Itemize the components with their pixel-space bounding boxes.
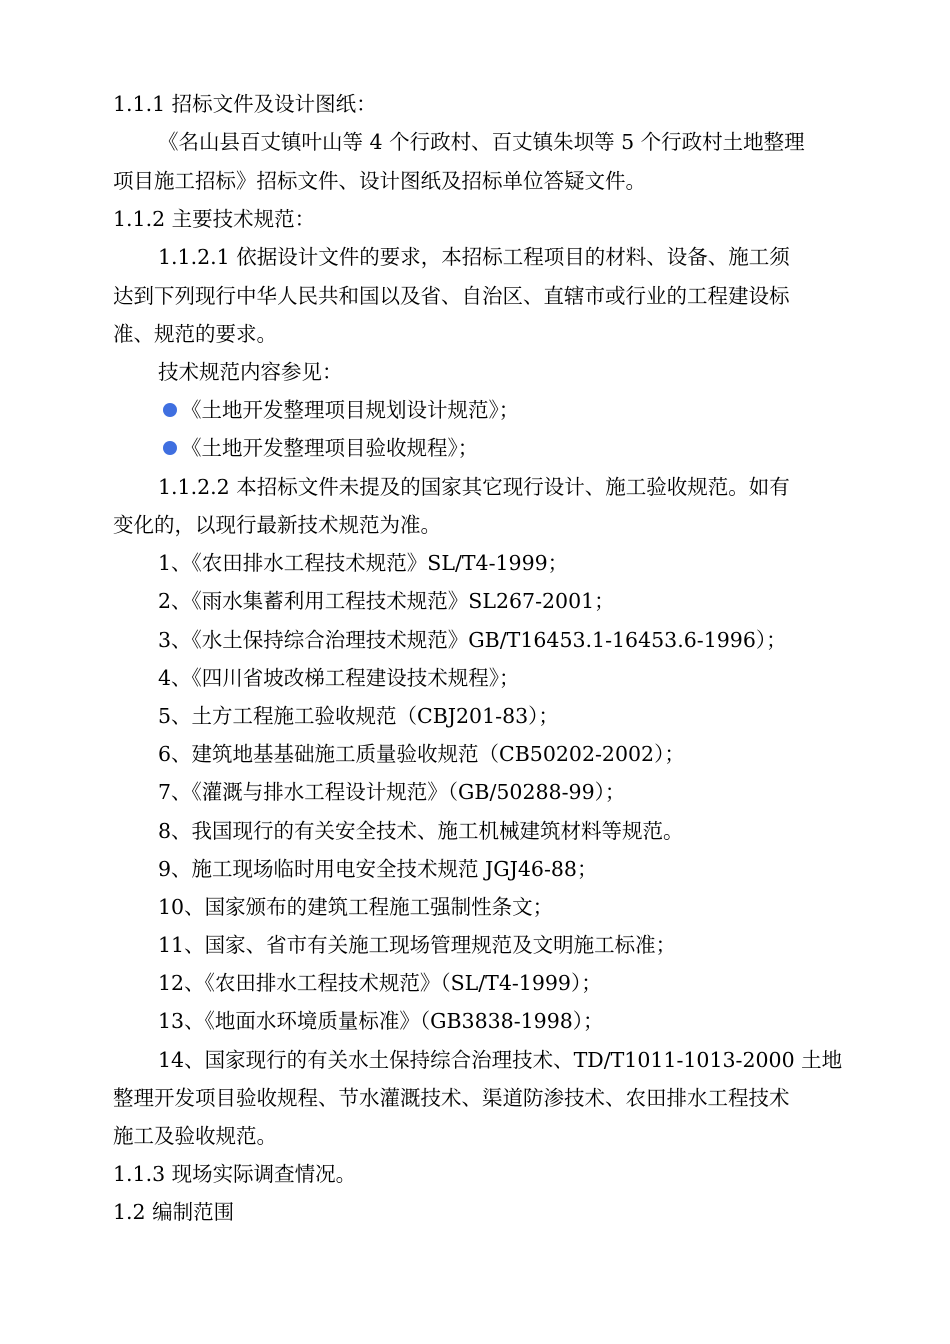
paragraph-line: 变化的，以现行最新技术规范为准。 [113, 513, 441, 537]
paragraph-line: 达到下列现行中华人民共和国以及省、自治区、直辖市或行业的工程建设标 [113, 284, 790, 308]
list-item: 4、《四川省坡改梯工程建设技术规程》； [158, 666, 520, 690]
list-item: 5、土方工程施工验收规范（CBJ201-83）； [158, 704, 559, 728]
bullet-item [0, 429, 950, 467]
paragraph-line: 项目施工招标》招标文件、设计图纸及招标单位答疑文件。 [113, 169, 646, 193]
paragraph-line: 施工及验收规范。 [113, 1124, 277, 1148]
list-item: 1、《农田排水工程技术规范》SL/T4-1999； [158, 551, 569, 575]
section-heading-1-1-2: 1.1.2 主要技术规范： [113, 207, 316, 231]
paragraph-line: 准、规范的要求。 [113, 322, 277, 346]
list-item: 13、《地面水环境质量标准》（GB3838-1998）； [158, 1009, 604, 1033]
paragraph-line: 1.1.2.2 本招标文件未提及的国家其它现行设计、施工验收规范。如有 [158, 475, 790, 499]
list-item: 10、国家颁布的建筑工程施工强制性条文； [158, 895, 554, 919]
bullet-dot-icon [163, 403, 177, 417]
bullet-dot-icon [163, 441, 177, 455]
list-item: 12、《农田排水工程技术规范》（SL/T4-1999）； [158, 971, 602, 995]
list-item: 8、我国现行的有关安全技术、施工机械建筑材料等规范。 [158, 819, 684, 843]
bullet-text: 《土地开发整理项目验收规程》； [181, 436, 479, 460]
list-item: 14、国家现行的有关水土保持综合治理技术、TD/T1011-1013-2000 土地 [158, 1048, 843, 1072]
section-heading-1-2: 1.2 编制范围 [113, 1200, 235, 1224]
paragraph-line: 技术规范内容参见： [158, 360, 343, 384]
list-item: 11、国家、省市有关施工现场管理规范及文明施工标准； [158, 933, 677, 957]
list-item: 6、建筑地基基础施工质量验收规范（CB50202-2002）； [158, 742, 685, 766]
list-item: 2、《雨水集蓄利用工程技术规范》SL267-2001； [158, 589, 615, 613]
section-heading-1-1-1: 1.1.1 招标文件及设计图纸： [113, 92, 377, 116]
list-item: 7、《灌溉与排水工程设计规范》（GB/50288-99）； [158, 780, 626, 804]
bullet-text: 《土地开发整理项目规划设计规范》； [181, 398, 520, 422]
paragraph-line: 《名山县百丈镇叶山等 4 个行政村、百丈镇朱坝等 5 个行政村土地整理 [158, 130, 805, 154]
bullet-item [0, 391, 950, 429]
paragraph-line: 1.1.2.1 依据设计文件的要求，本招标工程项目的材料、设备、施工须 [158, 245, 790, 269]
list-item: 3、《水土保持综合治理技术规范》GB/T16453.1-16453.6-1996）； [158, 628, 787, 652]
list-item: 9、施工现场临时用电安全技术规范 JGJ46-88； [158, 857, 598, 881]
paragraph-line: 整理开发项目验收规程、节水灌溉技术、渠道防渗技术、农田排水工程技术 [113, 1086, 790, 1110]
section-heading-1-1-3: 1.1.3 现场实际调查情况。 [113, 1162, 357, 1186]
